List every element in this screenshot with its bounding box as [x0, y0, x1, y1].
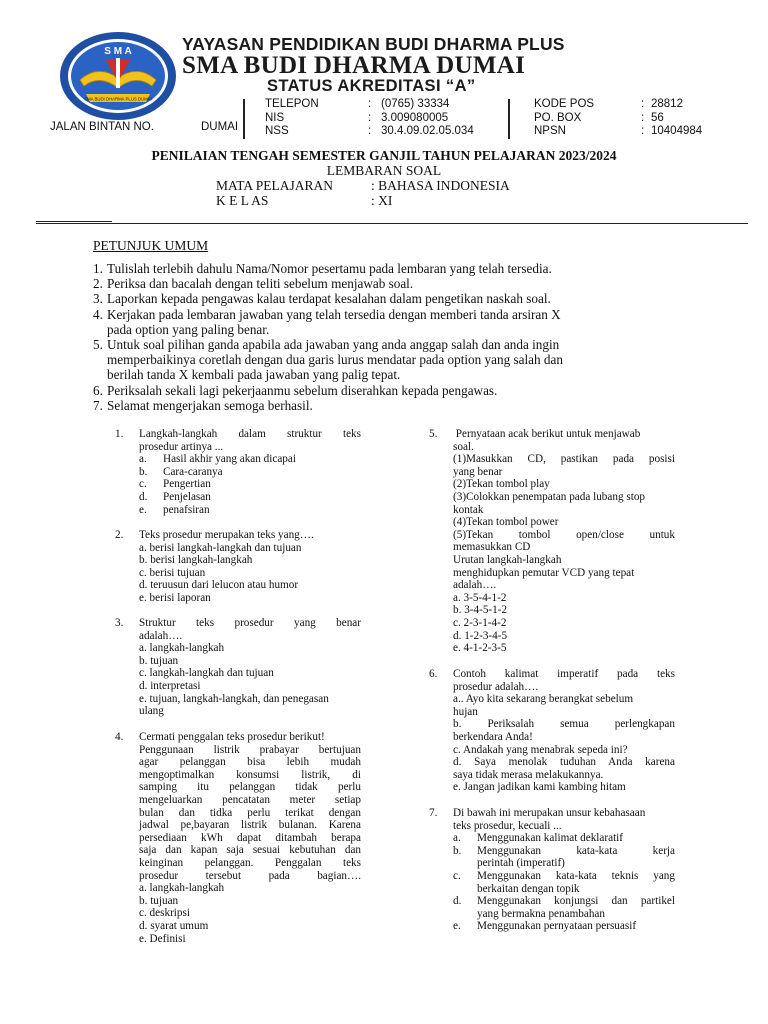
option-c: c. deskripsi — [139, 907, 190, 920]
option-d: d. Saya menolak tuduhan Anda karena — [453, 756, 675, 769]
instructions-heading: PETUNJUK UMUM — [93, 238, 209, 253]
divider-left — [243, 99, 245, 139]
option-e: e. berisi laporan — [139, 591, 211, 604]
address-street: JALAN BINTAN NO. — [50, 121, 154, 133]
question-6 — [429, 668, 675, 794]
option-b: b. Periksalah semua perlengkapan — [453, 718, 675, 731]
question-stem: Contoh kalimat imperatif pada teks prosedur adalah…. — [453, 668, 675, 693]
logo-text-band: SMA BUDI DHARMA PLUS DUMAI — [84, 96, 152, 102]
option-e: e. Definisi — [139, 932, 186, 945]
question-stem: Di bawah ini merupakan unsur kebahasaan teks prosedur, kecuali ... — [453, 807, 646, 832]
option-c: c. Andakah yang menabrak sepeda ini? — [453, 743, 628, 756]
option-c: c. berisi tujuan — [139, 566, 206, 579]
divider-right — [508, 99, 510, 139]
instruction-item: 5. Untuk soal pilihan ganda apabila ada jawaban yang anda anggap salah dan anda ingin memperbaikinya coretlah dengan dua garis lurus mendatar pada option yang salah dan berilah tanda X kembali pada jawaban yang palig tepat. — [93, 337, 563, 383]
option-c: c. 2-3-1-4-2 — [453, 616, 507, 629]
option-c: c. langkah-langkah dan tujuan — [139, 667, 274, 680]
option-b: b. tujuan — [139, 654, 179, 667]
school-logo — [58, 30, 178, 122]
option-e: e. 4-1-2-3-5 — [453, 642, 507, 655]
option-d: d. 1-2-3-4-5 — [453, 629, 508, 642]
instruction-item: 1. Tulislah terlebih dahulu Nama/Nomor pesertamu pada lembaran yang telah tersedia. — [93, 261, 552, 276]
question-number: 1. — [115, 428, 124, 440]
contact-row: PO. BOX : 56 — [534, 111, 664, 124]
option-c: c. Pengertian — [139, 478, 211, 491]
option-b: b. berisi langkah-langkah — [139, 554, 253, 567]
option-e: e. tujuan, langkah-langkah, dan penegasan — [139, 692, 329, 705]
instruction-item: 3. Laporkan kepada pengawas kalau terdapat kesalahan dalam pengetikan naskah soal. — [93, 291, 551, 307]
option-e: e. penafsiran — [139, 503, 210, 516]
contact-row: TELEPON : (0765) 33334 — [265, 98, 450, 110]
instruction-item: 6. Periksalah sekali lagi pekerjaanmu sebelum diserahkan kepada pengawas. — [93, 382, 498, 398]
option-d: d. interpretasi — [139, 679, 201, 692]
option-e-cont: ulang — [139, 705, 164, 718]
instruction-item: 4. Kerjakan pada lembaran jawaban yang telah tersedia dengan memberi tanda arsiran X pada option yang paling benar. — [93, 306, 561, 337]
option-d-cont: saya tidak merasa melakukannya. — [453, 768, 604, 781]
question-number: 5. — [429, 428, 438, 440]
option-d: d. teruusun dari lelucon atau humor — [139, 579, 299, 592]
option-b: b. Cara-caranya — [139, 465, 223, 478]
option-b-cont: berkendara Anda! — [453, 730, 533, 743]
question-number: 3. — [115, 617, 124, 629]
school-name: SMA BUDI DHARMA DUMAI — [182, 52, 526, 79]
option-d: d. Menggunakan konjungsi dan partikel yang bermakna penambahan — [453, 895, 675, 920]
subject-label: MATA PELAJARAN — [216, 178, 334, 193]
question-5 — [429, 428, 675, 655]
question-number: 6. — [429, 668, 438, 680]
question-number: 7. — [429, 807, 438, 819]
question-4 — [115, 731, 361, 945]
option-c: c. Menggunakan kata-kata teknis yang berkaitan dengan topik — [453, 869, 675, 895]
option-a: a. langkah-langkah — [139, 642, 225, 655]
option-a: a. 3-5-4-1-2 — [453, 591, 507, 604]
subject-value: : BAHASA INDONESIA — [371, 178, 510, 193]
exam-subtitle: LEMBARAN SOAL — [326, 163, 442, 178]
question-stem: Langkah-langkah dalam struktur teks prosedur artinya ... — [139, 428, 361, 453]
exam-title: PENILAIAN TENGAH SEMESTER GANJIL TAHUN PELAJARAN 2023/2024 — [151, 148, 617, 163]
question-stem: Struktur teks prosedur yang benar adalah…. — [139, 617, 361, 642]
instructions-list — [93, 261, 653, 413]
option-a: a. langkah-langkah — [139, 882, 225, 895]
question-number: 2. — [115, 529, 124, 541]
question-2 — [115, 529, 361, 605]
header-rule-accent — [36, 221, 112, 222]
contacts-left — [265, 98, 474, 139]
option-e: e. Jangan jadikan kami kambing hitam — [453, 781, 626, 794]
option-d: d. Penjelasan — [139, 490, 211, 503]
option-d: d. syarat umum — [139, 919, 209, 932]
question-stem: Pernyataan acak berikut untuk menjawab soal. (1)Masukkan CD, pastikan pada posisi yang benar (2)Tekan tombol play (3)Colokkan penempatan pada lubang stop kontak (4)Tekan tombol power (5)Tekan tombol open/close untuk memasukkan CD Urutan langkah-langkah menghidupkan pemutar VCD yang tepat adalah…. — [453, 428, 675, 592]
option-a: a. berisi langkah-langkah dan tujuan — [139, 541, 302, 554]
contact-row: NSS : 30.4.09.02.05.034 — [265, 125, 474, 137]
option-e: e. Menggunakan pernyataan persuasif — [453, 920, 637, 933]
question-number: 4. — [115, 731, 124, 743]
option-b: b. tujuan — [139, 894, 179, 907]
instruction-item: 7. Selamat mengerjakan semoga berhasil. — [93, 397, 313, 413]
contact-row: NIS : 3.009080005 — [265, 111, 449, 124]
contact-row: NPSN : 10404984 — [534, 125, 703, 137]
question-stem: Teks prosedur merupakan teks yang…. — [139, 529, 314, 541]
contact-row: KODE POS : 28812 — [534, 98, 683, 110]
question-7 — [429, 807, 675, 933]
option-a: a.. Ayo kita sekarang berangkat sebelum — [453, 693, 634, 706]
class-label: K E L AS — [216, 193, 269, 208]
class-value: : XI — [371, 193, 393, 208]
question-1 — [115, 428, 361, 516]
option-b: b. 3-4-5-1-2 — [453, 604, 508, 617]
question-3 — [115, 617, 361, 718]
option-b: b. Menggunakan kata-kata kerja perintah (imperatif) — [453, 844, 675, 870]
address-city: DUMAI — [201, 121, 239, 133]
option-a-cont: hujan — [453, 705, 478, 718]
instruction-item: 2. Periksa dan bacalah dengan teliti sebelum menjawab soal. — [93, 276, 414, 292]
header-rule — [36, 223, 748, 224]
logo-text-top: S M A — [104, 46, 132, 57]
option-a: a. Hasil akhir yang akan dicapai — [139, 453, 296, 466]
contacts-right — [534, 98, 702, 139]
foundation-name: YAYASAN PENDIDIKAN BUDI DHARMA PLUS — [182, 34, 565, 54]
question-stem: Cermati penggalan teks prosedur berikut! Penggunaan listrik prabayar bertujuan agar pelanggan bisa lebih mudah mengoptimalkan konsumsi listrik, di samping itu pelanggan tidak perlu mengeluarkan pencatatan meter setiap bulan dan tidka perlu terikat dengan jadwal pe,bayaran listrik bulanan. Karena persediaan kWh dapat ditambah berapa saja dan kapan saja sesuai kebutuhan dan keinginan pelanggan. Penggalan teks prosedur tersebut pada bagian…. — [139, 731, 361, 882]
option-a: a. Menggunakan kalimat deklaratif — [453, 832, 624, 845]
accreditation-status: STATUS AKREDITASI “A” — [267, 77, 476, 95]
